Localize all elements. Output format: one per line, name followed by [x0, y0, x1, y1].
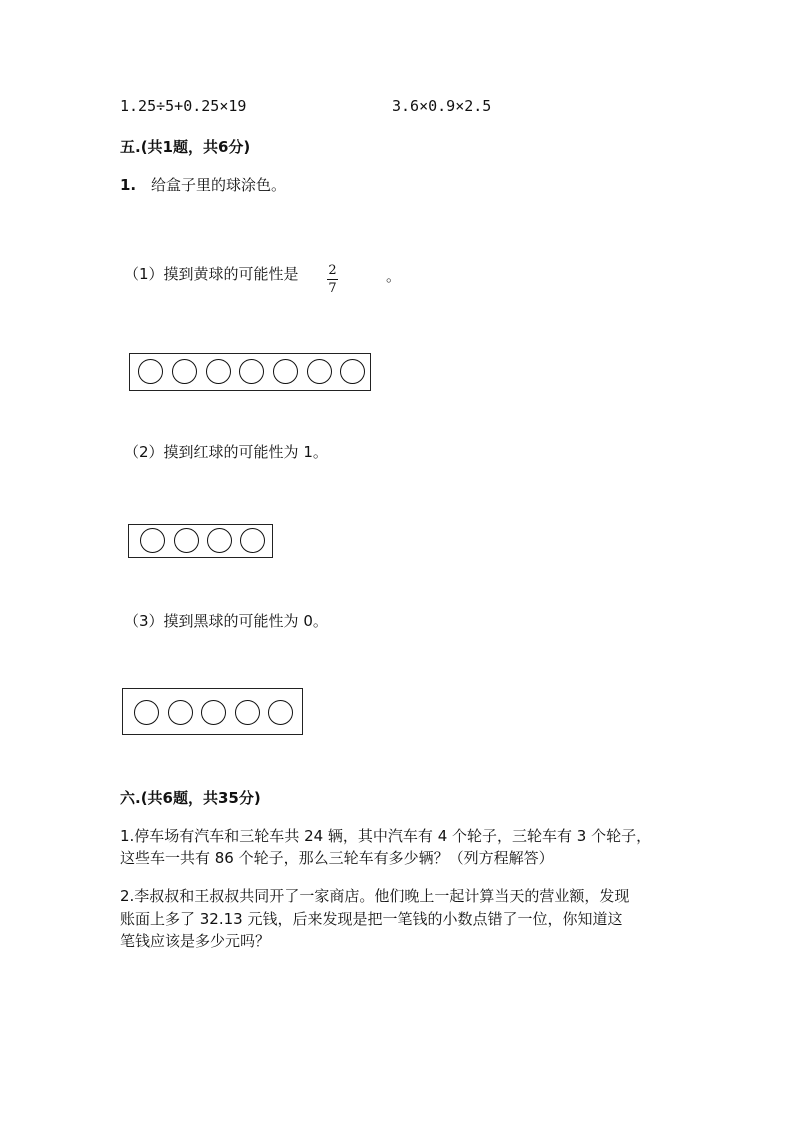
- ball[interactable]: [235, 700, 260, 725]
- question-number: 1.: [120, 176, 137, 194]
- part-3-text: （3）摸到黑球的可能性为 0。: [124, 612, 328, 630]
- ball[interactable]: [240, 528, 265, 553]
- question-1-line-2: 这些车一共有 86 个轮子，那么三轮车有多少辆？（列方程解答）: [120, 849, 554, 867]
- question-text: 给盒子里的球涂色。: [151, 176, 287, 194]
- section-6-heading: 六.(共6题，共35分): [120, 789, 261, 807]
- part-2-text: （2）摸到红球的可能性为 1。: [124, 443, 328, 461]
- part-1-suffix: 。: [386, 267, 402, 285]
- fraction-denominator: 7: [328, 281, 337, 296]
- ball[interactable]: [307, 359, 332, 384]
- question-2-line-3: 笔钱应该是多少元吗？: [120, 932, 271, 950]
- ball[interactable]: [207, 528, 232, 553]
- ball[interactable]: [138, 359, 163, 384]
- ball[interactable]: [168, 700, 193, 725]
- ball-box-3: [122, 688, 303, 735]
- section-5-heading: 五.(共1题，共6分): [120, 138, 251, 156]
- part-1-prefix: （1）摸到黄球的可能性是: [124, 265, 299, 283]
- fraction-numerator: 2: [328, 263, 337, 278]
- ball[interactable]: [206, 359, 231, 384]
- question-2-line-2: 账面上多了 32.13 元钱，后来发现是把一笔钱的小数点错了一位，你知道这: [120, 910, 623, 928]
- ball[interactable]: [201, 700, 226, 725]
- ball[interactable]: [273, 359, 298, 384]
- fraction-bar: [327, 279, 338, 280]
- ball[interactable]: [340, 359, 365, 384]
- ball[interactable]: [172, 359, 197, 384]
- ball[interactable]: [140, 528, 165, 553]
- question-1-line-1: 1.停车场有汽车和三轮车共 24 辆，其中汽车有 4 个轮子，三轮车有 3 个轮子，: [120, 827, 652, 845]
- ball[interactable]: [268, 700, 293, 725]
- ball[interactable]: [134, 700, 159, 725]
- ball-box-1: [129, 353, 371, 391]
- expression-2: 3.6×0.9×2.5: [392, 97, 492, 115]
- ball-box-2: [128, 524, 273, 558]
- expression-1: 1.25÷5+0.25×19: [120, 97, 247, 115]
- fraction-two-sevenths: [327, 259, 338, 296]
- question-2-line-1: 2.李叔叔和王叔叔共同开了一家商店。他们晚上一起计算当天的营业额，发现: [120, 887, 630, 905]
- ball[interactable]: [239, 359, 264, 384]
- ball[interactable]: [174, 528, 199, 553]
